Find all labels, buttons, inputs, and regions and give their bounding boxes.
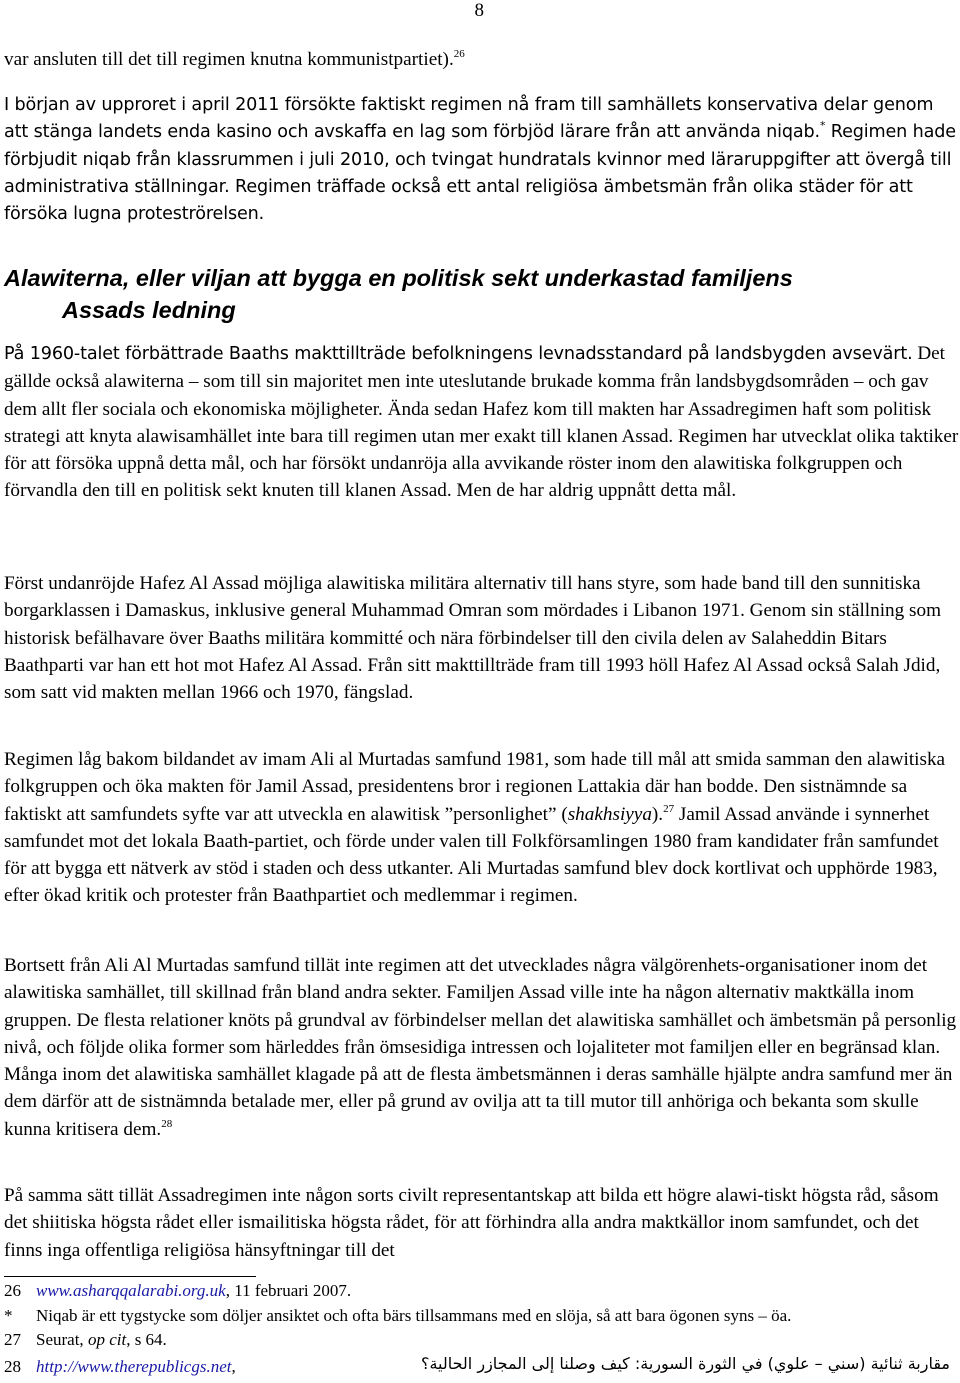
paragraph-text: Bortsett från Ali Al Murtadas samfund tillät inte regimen att det utvecklades några välgörenhets-organisationer inom det alawitiska samhället, till skillnad från bland andra sekter. Familjen Assad ville inte ha någon alternativ maktkälla inom gruppen. De flesta relationer knöts på grundval av förbindelser mellan det alawitiska samhället och ämbetsmän på personlig nivå, och följde olika former som härleddes från ömsesidiga intressen och lojaliteter mot familjen eller en begränsad klan. Många inom det alawitiska samhället klagade på att de flesta ämbetsmännen i deras samhälle hjälpte andra samfund mer än dem därför att de sistnämnda betalade mer, eller på grund av ovilja att ta till mutor till anhöriga och bekanta som skulle kunna kritisera dem. (4, 955, 957, 1140)
paragraph-charity (4, 952, 960, 1143)
paragraph-text: Det gällde också alawiterna – som till sin majoritet men inte uteslutande brukade komma från landsbygdsområden – och gav dem allt fler sociala och ekonomiska möjligheter. Ända sedan Hafez kom till makten har Assadregimen haft som politisk strategi att knyta alawisamhället inte bara till regimen utan mer exakt till klanen Assad. Regimen har utvecklat olika taktiker för att försöka uppnå detta mål, och har försökt undanröja alla avvikande röster inom den alawitiska folkgruppen och förvandla den till en politisk sekt knuten till klanen Assad. Men de har aldrig uppnått detta mål. (4, 343, 959, 502)
footnote-ref-27[interactable]: 27 (663, 802, 675, 815)
footnote-text: , 11 februari 2007. (225, 1281, 352, 1300)
footnote-mark: * (4, 1306, 13, 1325)
footnote-link[interactable]: http://www.therepublicgs.net (36, 1357, 232, 1376)
section-heading (4, 262, 960, 326)
footnote-mark: 27 (4, 1330, 21, 1349)
footnote-27 (4, 1328, 960, 1352)
paragraph-text: ). (651, 803, 664, 825)
footnote-26 (4, 1279, 960, 1303)
footnote-text: , s 64. (126, 1330, 167, 1349)
footnote-link[interactable]: www.asharqqalarabi.org.uk (36, 1281, 226, 1300)
footnote-text: , (231, 1357, 236, 1376)
footnote-ref-star[interactable]: * (820, 119, 826, 133)
section-heading-line2: Assads ledning (62, 297, 236, 323)
footnote-mark: 28 (4, 1357, 21, 1376)
footnote-28-arabic-title: مقاربة ثنائية (سني – علوي) في الثورة السورية: كيف وصلنا إلى المجازر الحالية؟ (420, 1354, 950, 1373)
paragraph-text: var ansluten till det till regimen knutna kommunistpartiet). (4, 49, 454, 70)
section-heading-line1: Alawiterna, eller viljan att bygga en politisk sekt underkastad familjens (4, 265, 793, 291)
paragraph-text: På 1960-talet förbättrade Baaths makttillträde befolkningens levnadsstandard på landsbygden avsevärt. (4, 344, 913, 364)
paragraph-text: Regimen hade förbjudit niqab från klassrummen i juli 2010, och tvingat hundratals kvinnor med läraruppgifter att övergå till administrativa ställningar. Regimen träffade också ett antal religiösa ämbetsmän från olika städer för att försöka lugna proteströrelsen. (4, 122, 956, 225)
paragraph-text: I början av upproret i april 2011 försökte faktiskt regimen nå fram till samhällets konservativa delar genom att stänga landets enda kasino och avskaffa en lag som förbjöd lärare från att använda niqab. (4, 95, 934, 143)
footnote-divider (4, 1276, 256, 1277)
paragraph-hafez: Först undanröjde Hafez Al Assad möjliga alawitiska militära alternativ till hans styre, som hade band till den sunnitiska borgarklassen i Damaskus, inklusive general Muhammad Omran som mördades i Libanon 1971. Genom sin ställning som historisk befälhavare över Baaths militära kommitté och nära förbindelser till den civila delen av Salaheddin Bitars Baathparti var han ett hot mot Hafez Al Assad. Från sitt makttillträde fram till 1993 höll Hafez Al Assad också Salah Jdid, som satt vid makten mellan 1966 och 1970, fängslad. (4, 573, 942, 704)
paragraph-text: Regimen låg bakom bildandet av imam Ali al Murtadas samfund 1981, som hade till mål att smida samman den alawitiska folkgruppen och öka makten för Jamil Assad, presidentens bror i regionen Lattakia där han bodde. Den sistnämnde sa faktiskt att samfundets syfte var att utveckla en alawitisk ”personlighet” ( (4, 749, 946, 825)
footnote-ref-26[interactable]: 26 (453, 48, 465, 60)
page-number: 8 (474, 0, 484, 21)
paragraph-intro (4, 46, 960, 73)
footnote-text: Niqab är ett tygstycke som döljer ansiktet och ofta bärs tillsammans med en slöja, så att bara ögonen syns – öa. (36, 1306, 792, 1325)
footnote-italic: op cit (87, 1330, 127, 1349)
footnote-star (4, 1304, 960, 1328)
footnote-text: Seurat, (36, 1330, 88, 1349)
paragraph-text: Jamil Assad använde i synnerhet samfundet mot det lokala Baath-partiet, och förde under valen till Folkförsamlingen 1980 fram kandidater från samfundet för att bygga ett nätverk av stöd i staden och dess utkanter. Ali Murtadas samfund blev dock kortlivat och upphörde 1983, efter ökad kritik och protester från Baathpartiet och medlemmar i regimen. (4, 803, 939, 907)
paragraph-murtada (4, 746, 960, 910)
paragraph-representation: På samma sätt tillät Assadregimen inte någon sorts civilt representantskap att bilda ett högre alawi-tiskt högsta råd, såsom det shiitiska högsta rådet eller ismailitiska högsta rådet, för att förhindra alla andra maktkällor inom samfundet, och det finns inga offentliga religiösa hänsyftningar till det (4, 1185, 939, 1261)
paragraph-uprising (4, 92, 960, 228)
footnote-mark: 26 (4, 1281, 21, 1300)
footnote-ref-28[interactable]: 28 (161, 1117, 173, 1130)
paragraph-baath (4, 340, 960, 505)
italic-term: shakhsiyya (567, 803, 652, 825)
